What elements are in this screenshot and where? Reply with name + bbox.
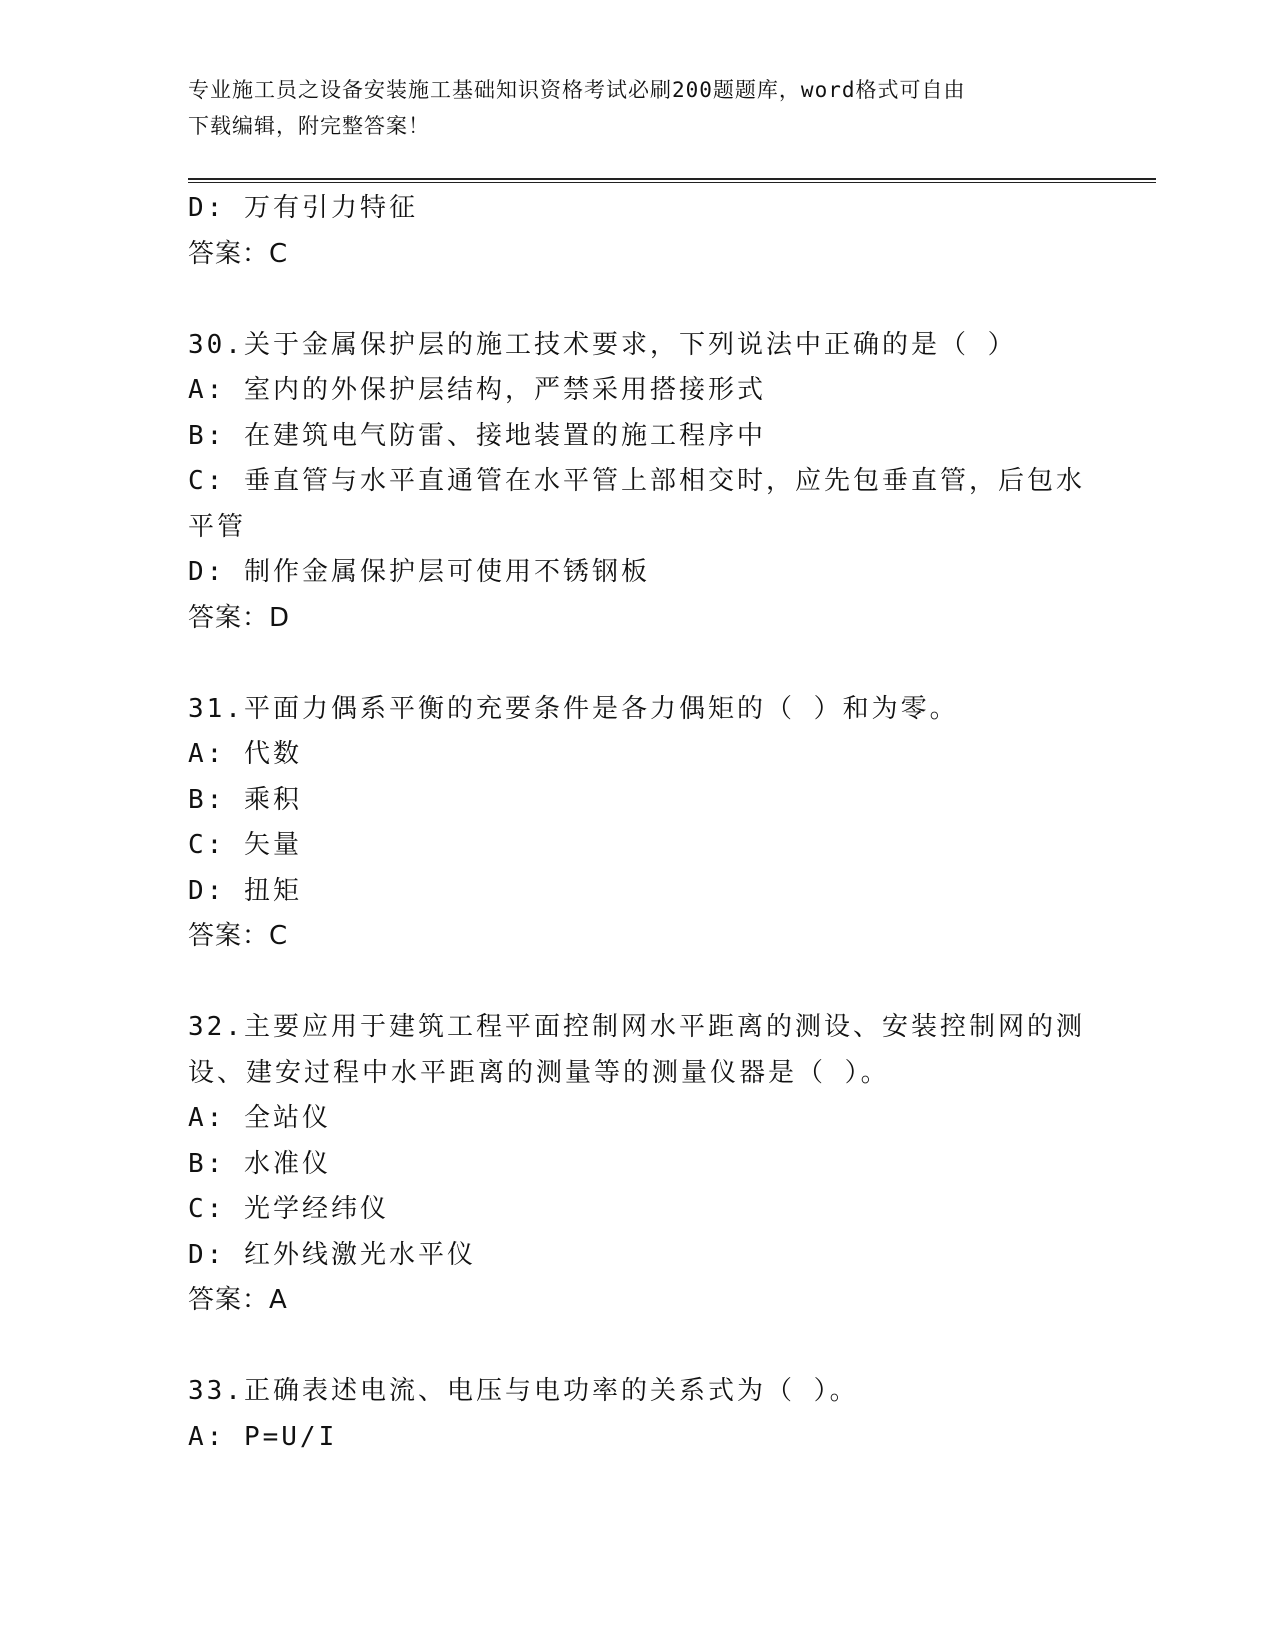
question-32 xyxy=(188,1005,1088,1324)
option-c: C: 垂直管与水平直通管在水平管上部相交时，应先包垂直管，后包水 xyxy=(188,466,1085,496)
question-stem: 32.主要应用于建筑工程平面控制网水平距离的测设、安装控制网的测 xyxy=(188,1012,1085,1042)
question-stem: 30.关于金属保护层的施工技术要求，下列说法中正确的是（ ） xyxy=(188,329,1017,360)
option-a: A: P=U/I xyxy=(188,1421,338,1452)
answer-line: 答案：C xyxy=(188,238,289,269)
option-c-continued: 平管 xyxy=(188,511,247,542)
option-d: D: 扭矩 xyxy=(188,875,302,906)
question-29-partial xyxy=(188,186,1088,277)
question-stem-continued: 设、建安过程中水平距离的测量等的测量仪器是（ ）。 xyxy=(188,1057,890,1088)
option-b: B: 在建筑电气防雷、接地装置的施工程序中 xyxy=(188,420,766,451)
spacer xyxy=(188,960,1088,1006)
header-rule-thick xyxy=(188,178,1156,180)
option-d: D: 万有引力特征 xyxy=(188,193,418,223)
header-title-line-1: 专业施工员之设备安装施工基础知识资格考试必刷200题题库，word格式可自由 xyxy=(188,78,966,102)
header-rule-thin xyxy=(188,182,1156,183)
answer-line: 答案：D xyxy=(188,602,291,633)
question-30 xyxy=(188,323,1088,642)
question-stem: 31.平面力偶系平衡的充要条件是各力偶矩的（ ）和为零。 xyxy=(188,693,959,724)
spacer xyxy=(188,1324,1088,1370)
option-d: D: 制作金属保护层可使用不锈钢板 xyxy=(188,557,650,587)
header-title-line-2: 下载编辑，附完整答案！ xyxy=(188,114,430,138)
answer-line: 答案：A xyxy=(188,1285,288,1315)
document-body xyxy=(188,186,1088,1460)
option-c: C: 光学经纬仪 xyxy=(188,1194,389,1224)
option-a: A: 全站仪 xyxy=(188,1103,331,1133)
option-c: C: 矢量 xyxy=(188,830,302,860)
option-a: A: 室内的外保护层结构，严禁采用搭接形式 xyxy=(188,375,766,405)
question-31 xyxy=(188,687,1088,960)
option-b: B: 水准仪 xyxy=(188,1148,331,1179)
page-header xyxy=(188,72,1068,144)
spacer xyxy=(188,277,1088,323)
answer-line: 答案：C xyxy=(188,921,289,951)
option-d: D: 红外线激光水平仪 xyxy=(188,1239,476,1270)
question-stem: 33.正确表述电流、电压与电功率的关系式为（ ）。 xyxy=(188,1376,859,1406)
spacer xyxy=(188,641,1088,687)
option-b: B: 乘积 xyxy=(188,784,302,815)
option-a: A: 代数 xyxy=(188,739,302,769)
question-33 xyxy=(188,1369,1088,1460)
